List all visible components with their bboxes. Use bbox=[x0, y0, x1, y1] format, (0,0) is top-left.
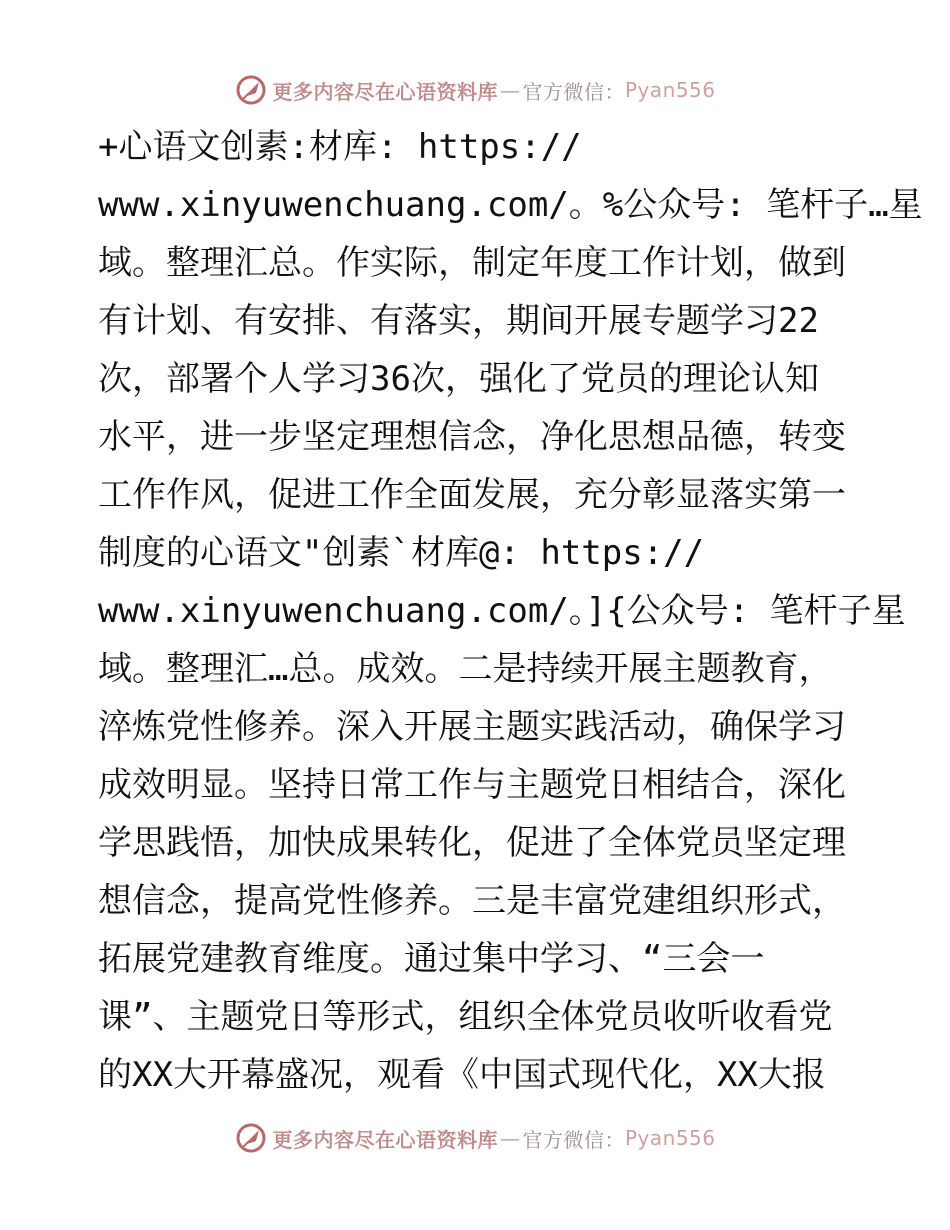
header-official-label: 官方微信： bbox=[522, 79, 625, 104]
quill-circle-logo-icon bbox=[234, 73, 268, 107]
body-line: 次，部署个人学习36次，强化了党员的理论认知 bbox=[98, 359, 819, 399]
document-body bbox=[98, 118, 923, 1104]
body-line: www.xinyuwenchuang.com/。%公众号: 笔杆子…星 bbox=[98, 185, 923, 225]
header-wechat-id: Pyan556 bbox=[624, 78, 716, 102]
body-line: 想信念，提高党性修养。三是丰富党建组织形式， bbox=[98, 881, 846, 921]
body-line: 有计划、有安排、有落实，期间开展专题学习22 bbox=[98, 301, 819, 341]
footer-separator: — bbox=[499, 1126, 521, 1150]
quill-circle-logo-icon bbox=[234, 1121, 268, 1155]
body-line: 的XX大开幕盛况，观看《中国式现代化，XX大报 bbox=[98, 1055, 826, 1095]
footer-official-label: 官方微信： bbox=[522, 1127, 625, 1152]
body-line: 域。整理汇…总。成效。二是持续开展主题教育， bbox=[98, 649, 833, 689]
body-line: +心语文创素:材库: https:// bbox=[98, 127, 582, 167]
body-line: www.xinyuwenchuang.com/。]{公众号: 笔杆子星 bbox=[98, 591, 906, 631]
body-line: 工作作风，促进工作全面发展，充分彰显落实第一 bbox=[98, 475, 846, 515]
body-line: 域。整理汇总。作实际，制定年度工作计划，做到 bbox=[98, 243, 846, 283]
header-separator: — bbox=[499, 78, 521, 102]
body-line: 淬炼党性修养。深入开展主题实践活动，确保学习 bbox=[98, 707, 846, 747]
body-line: 制度的心语文"创素`材库@: https:// bbox=[98, 533, 705, 573]
body-line: 课”、主题党日等形式，组织全体党员收听收看党 bbox=[98, 997, 833, 1037]
footer-brand-text: 更多内容尽在心语资料库 bbox=[272, 1127, 498, 1152]
body-line: 水平，进一步坚定理想信念，净化思想品德，转变 bbox=[98, 417, 846, 457]
header-banner bbox=[0, 70, 950, 110]
footer-wechat-id: Pyan556 bbox=[624, 1126, 716, 1150]
header-brand-text: 更多内容尽在心语资料库 bbox=[272, 79, 498, 104]
body-line: 拓展党建教育维度。通过集中学习、“三会一 bbox=[98, 939, 765, 979]
body-line: 学思践悟，加快成果转化，促进了全体党员坚定理 bbox=[98, 823, 846, 863]
body-line: 成效明显。坚持日常工作与主题党日相结合，深化 bbox=[98, 765, 846, 805]
footer-banner bbox=[0, 1118, 950, 1158]
